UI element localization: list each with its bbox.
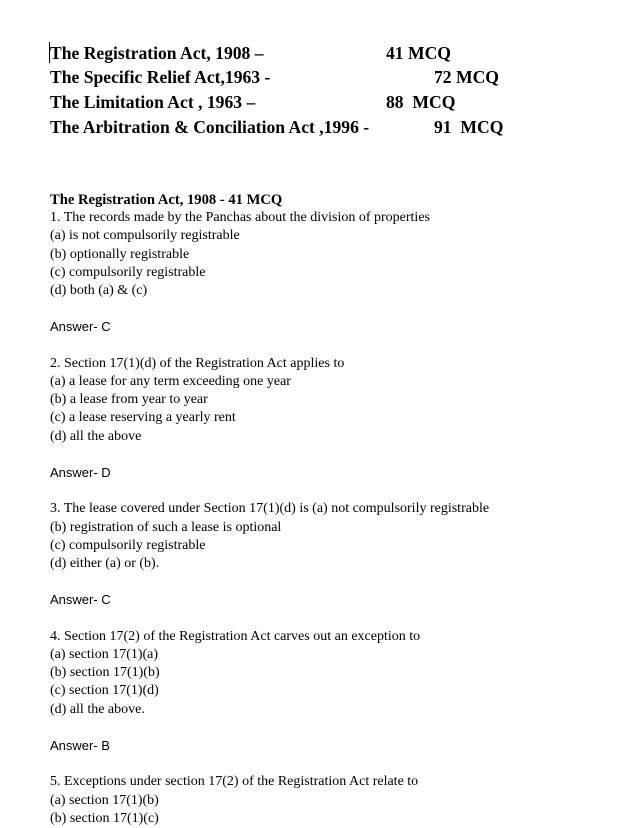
question-block (50, 355, 610, 501)
question-block (50, 628, 610, 774)
option: (d) all the above (50, 428, 142, 444)
question-text: 5. Exceptions under section 17(2) of the Registration Act relate to (50, 774, 419, 790)
option: (a) a lease for any term exceeding one year (50, 374, 291, 389)
spacer (50, 719, 610, 737)
question-text: 3. The lease covered under Section 17(1)(d) is (a) not compulsorily registrable (50, 501, 490, 517)
option: (a) section 17(1)(b) (50, 792, 159, 808)
toc-item (50, 90, 456, 114)
toc-item (50, 41, 451, 65)
option: (d) all the above. (50, 701, 145, 717)
option: (b) a lease from year to year (50, 392, 208, 408)
toc-count: 91 MCQ (434, 117, 504, 137)
question-block (50, 500, 610, 627)
toc-count: 41 MCQ (386, 43, 451, 63)
option: (c) section 17(1)(d) (50, 683, 159, 699)
option: (b) section 17(1)(b) (50, 665, 160, 681)
section-heading: The Registration Act, 1908 - 41 MCQ (50, 192, 283, 208)
toc-count: 88 MCQ (386, 92, 456, 112)
mcq-section (50, 191, 610, 828)
option: (b) optionally registrable (50, 246, 190, 262)
toc-title: The Limitation Act , 1963 – (50, 92, 256, 112)
spacer (50, 755, 610, 773)
spacer (50, 610, 610, 628)
option: (c) a lease reserving a yearly rent (50, 410, 236, 426)
toc-title: The Arbitration & Conciliation Act ,1996 - (50, 117, 370, 137)
question-text: 1. The records made by the Panchas about the division of properties (50, 210, 430, 226)
answer-text: Answer- C (50, 319, 111, 335)
question-block (50, 209, 610, 355)
option: (d) either (a) or (b). (50, 556, 160, 571)
answer-text: Answer- B (50, 737, 110, 753)
toc-count: 72 MCQ (434, 67, 499, 87)
answer-text: Answer- D (50, 465, 111, 480)
option: (a) section 17(1)(a) (50, 646, 159, 662)
option: (c) compulsorily registrable (50, 537, 206, 553)
toc-item (50, 65, 499, 89)
spacer (50, 482, 610, 500)
option: (d) both (a) & (c) (50, 283, 148, 299)
option: (a) is not compulsorily registrable (50, 228, 240, 244)
toc-title: The Specific Relief Act,1963 - (50, 67, 271, 87)
question-text: 2. Section 17(1)(d) of the Registration Act applies to (50, 355, 345, 371)
toc-item (50, 115, 504, 139)
spacer (50, 300, 610, 318)
spacer (50, 446, 610, 464)
spacer (50, 337, 610, 355)
option: (c) compulsorily registrable (50, 264, 206, 280)
toc-title: The Registration Act, 1908 – (50, 43, 264, 63)
spacer (50, 573, 610, 591)
answer-text: Answer- C (50, 592, 111, 608)
option: (b) registration of such a lease is optional (50, 519, 282, 535)
option: (b) section 17(1)(c) (50, 810, 159, 826)
question-text: 4. Section 17(2) of the Registration Act carves out an exception to (50, 628, 421, 644)
